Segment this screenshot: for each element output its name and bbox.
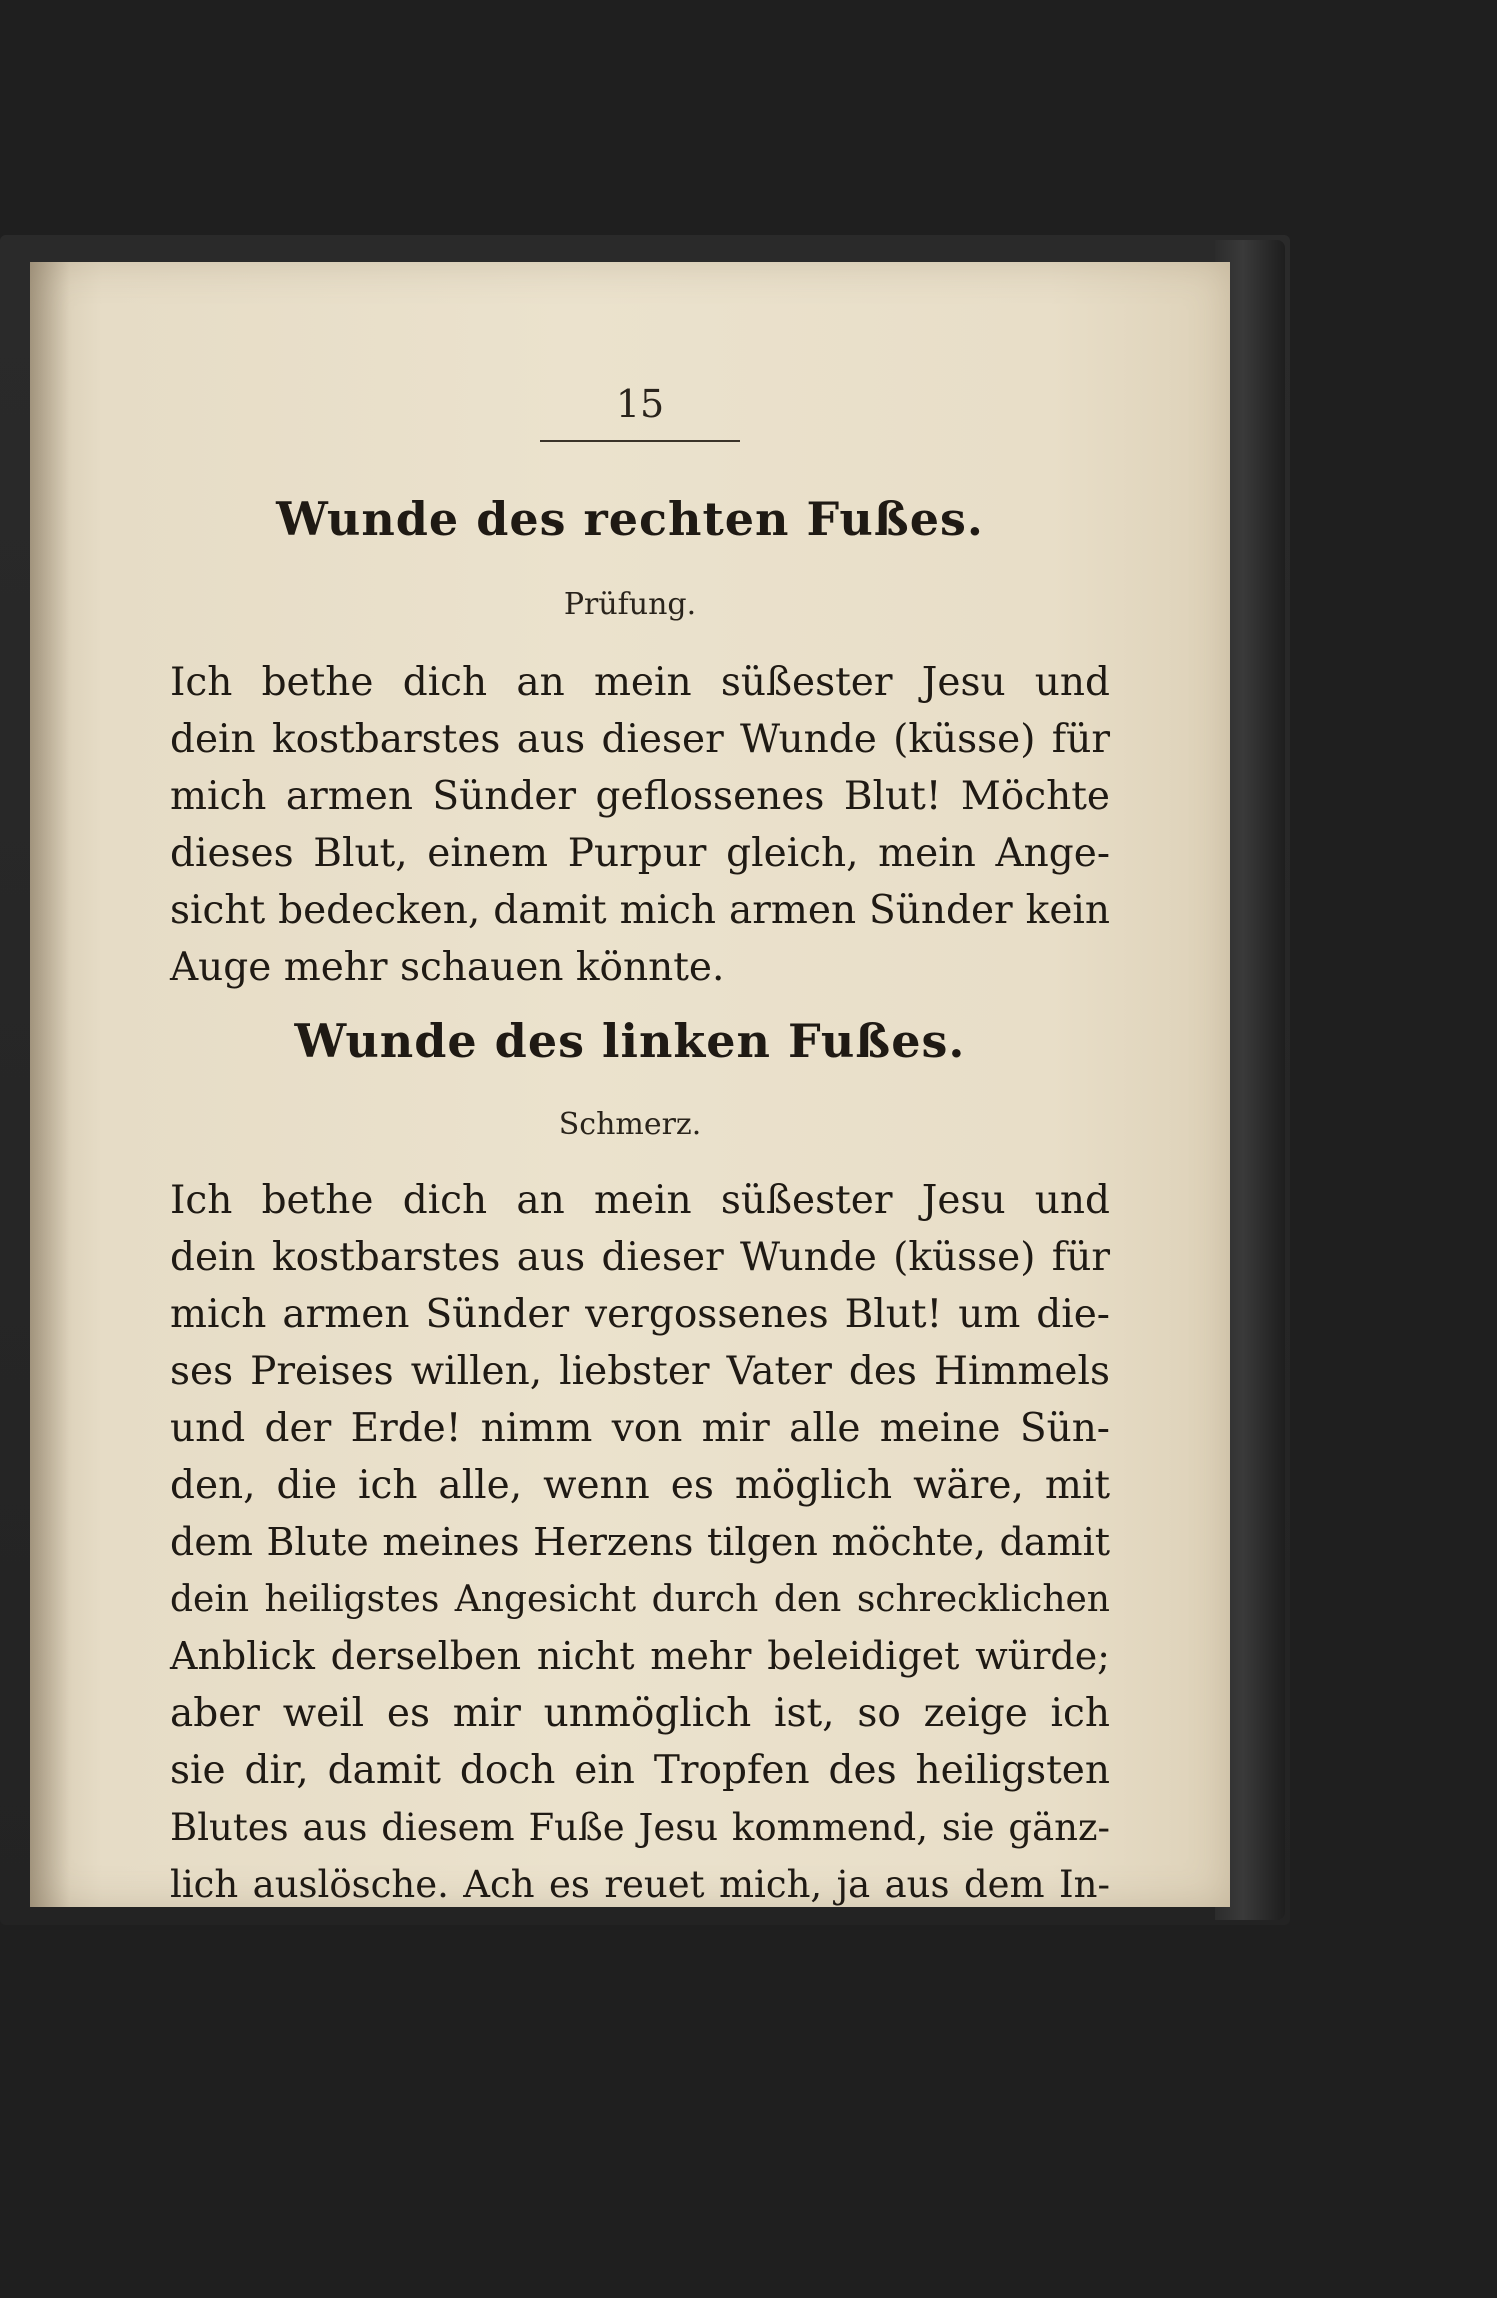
- book-page: [30, 262, 1230, 1907]
- paragraph-line: Ich bethe dich an mein süßester Jesu und: [170, 1178, 1110, 1223]
- section-heading: Wunde des rechten Fußes.: [276, 492, 984, 546]
- section-subheading: Schmerz.: [558, 1107, 702, 1142]
- paragraph-line: dein kostbarstes aus dieser Wunde (küsse) für: [170, 717, 1110, 762]
- paragraph-line: mich armen Sünder vergossenes Blut! um die-: [170, 1292, 1110, 1337]
- paragraph-line: Auge mehr schauen könnte.: [170, 945, 725, 990]
- paragraph-line: sicht bedecken, damit mich armen Sünder kein: [170, 888, 1110, 933]
- section-paragraph: [170, 654, 1110, 996]
- section-paragraph: [170, 1172, 1110, 1913]
- paragraph-line: lich auslösche. Ach es reuet mich, ja aus dem In-: [170, 1863, 1110, 1906]
- paragraph-line: ses Preises willen, liebster Vater des Himmels: [170, 1349, 1110, 1394]
- paragraph-line: mich armen Sünder geflossenes Blut! Möchte: [170, 774, 1110, 819]
- paragraph-line: Anblick derselben nicht mehr beleidiget würde;: [170, 1634, 1110, 1678]
- paragraph-line: sie dir, damit doch ein Tropfen des heiligsten: [170, 1748, 1110, 1793]
- paragraph-line: aber weil es mir unmöglich ist, so zeige ich: [170, 1691, 1110, 1736]
- paragraph-line: dein kostbarstes aus dieser Wunde (küsse) für: [170, 1235, 1110, 1280]
- page-number-rule: [540, 440, 740, 442]
- section-subheading: Prüfung.: [563, 587, 697, 622]
- page-number: 15: [615, 382, 665, 426]
- paragraph-line: dem Blute meines Herzens tilgen möchte, damit: [170, 1520, 1110, 1564]
- paragraph-line: Ich bethe dich an mein süßester Jesu und: [170, 660, 1110, 705]
- paragraph-line: dein heiligstes Angesicht durch den schrecklichen: [170, 1579, 1110, 1620]
- paragraph-line: und der Erde! nimm von mir alle meine Sün-: [170, 1406, 1110, 1451]
- paragraph-line: dieses Blut, einem Purpur gleich, mein Ange-: [170, 831, 1110, 876]
- section-heading: Wunde des linken Fußes.: [294, 1014, 966, 1068]
- paragraph-line: Blutes aus diesem Fuße Jesu kommend, sie gänz-: [170, 1806, 1110, 1849]
- paragraph-line: den, die ich alle, wenn es möglich wäre, mit: [170, 1463, 1110, 1508]
